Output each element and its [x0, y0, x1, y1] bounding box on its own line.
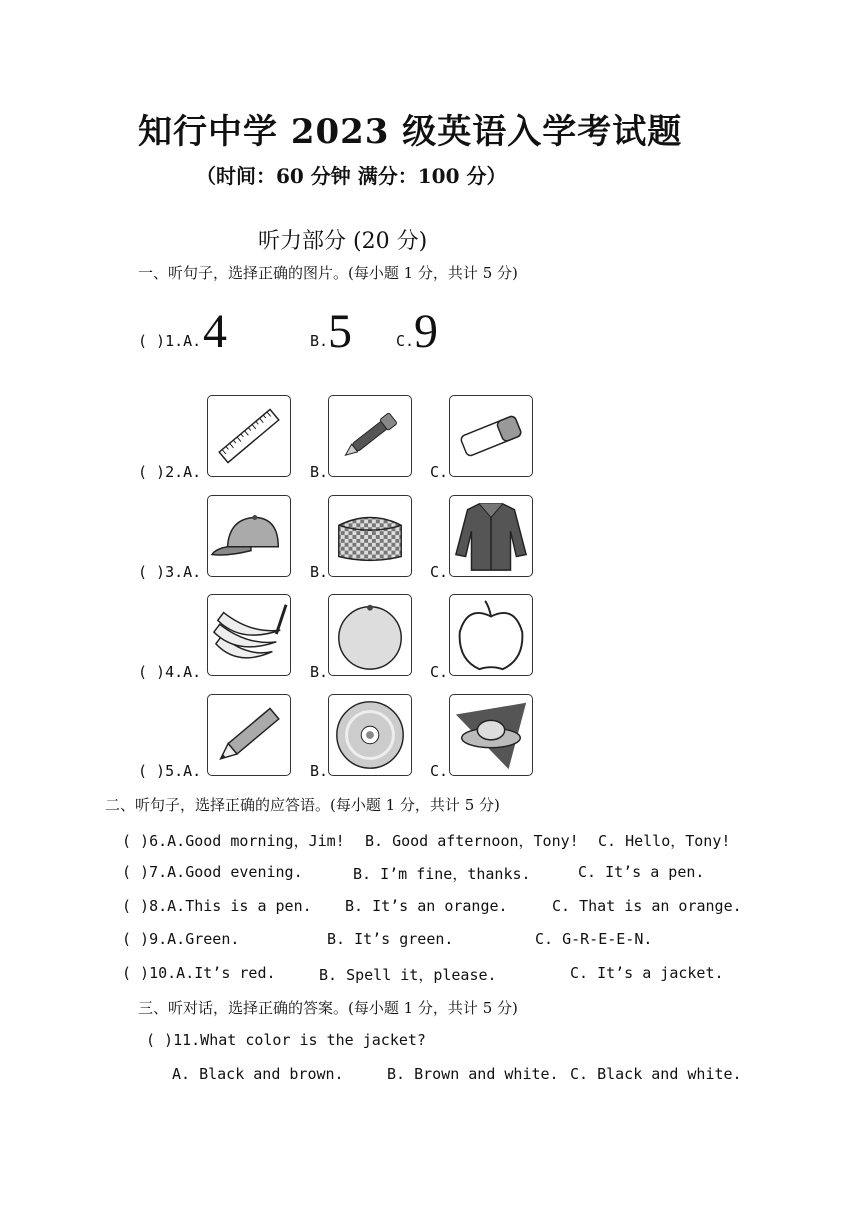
- q10-option-c: C. It’s a jacket.: [570, 964, 724, 982]
- q9-option-c: C. G-R-E-E-N.: [535, 930, 653, 948]
- q1-option-a: 4: [203, 305, 227, 358]
- q8-option-b: B. It’s an orange.: [345, 897, 508, 915]
- q11-option-b: B. Brown and white.: [387, 1065, 559, 1083]
- q4-label: ( )4.A.: [138, 663, 202, 681]
- pencil-case-icon: [328, 495, 412, 577]
- q7-option-a: ( )7.A.Good evening.: [122, 863, 303, 881]
- q1-c-label: C.: [396, 332, 415, 350]
- q11-option-a: A. Black and brown.: [172, 1065, 344, 1083]
- q1-label: ( )1.A.: [138, 332, 202, 350]
- q1-b-label: B.: [310, 332, 329, 350]
- q10-option-a: ( )10.A.It’s red.: [122, 964, 276, 982]
- q2-c-label: C.: [430, 463, 449, 481]
- q5-b-label: B.: [310, 762, 329, 780]
- cd-icon: [328, 694, 412, 776]
- q7-option-b: B. I’m fine，thanks.: [353, 865, 531, 883]
- banana-icon: [207, 594, 291, 676]
- q5-c-label: C.: [430, 762, 449, 780]
- q7-option-c: C. It’s a pen.: [578, 863, 705, 881]
- q9-option-b: B. It’s green.: [327, 930, 454, 948]
- cap-icon: [207, 495, 291, 577]
- q8-option-c: C. That is an orange.: [552, 897, 742, 915]
- q2-label: ( )2.A.: [138, 463, 202, 481]
- part1-instruction: 一、听句子，选择正确的图片。(每小题 1 分，共计 5 分): [138, 264, 518, 282]
- part3-instruction: 三、听对话，选择正确的答案。(每小题 1 分，共计 5 分): [138, 999, 518, 1017]
- q3-c-label: C.: [430, 563, 449, 581]
- listening-heading: 听力部分 (20 分): [258, 229, 428, 254]
- jacket-icon: [449, 495, 533, 577]
- ruler-icon: [207, 395, 291, 477]
- q4-b-label: B.: [310, 663, 329, 681]
- q6-option-b: B. Good afternoon，Tony!: [365, 832, 579, 850]
- pen-icon: [328, 395, 412, 477]
- q9-option-a: ( )9.A.Green.: [122, 930, 240, 948]
- ufo-icon: [449, 694, 533, 776]
- part2-instruction: 二、听句子，选择正确的应答语。(每小题 1 分，共计 5 分): [105, 796, 500, 814]
- q2-b-label: B.: [310, 463, 329, 481]
- q3-b-label: B.: [310, 563, 329, 581]
- q11-question: ( )11.What color is the jacket?: [146, 1031, 426, 1049]
- q11-option-c: C. Black and white.: [570, 1065, 742, 1083]
- q4-c-label: C.: [430, 663, 449, 681]
- q10-option-b: B. Spell it，please.: [319, 966, 497, 984]
- page-title: 知行中学 2023 级英语入学考试题: [138, 112, 683, 152]
- q6-option-c: C. Hello，Tony!: [598, 832, 731, 850]
- pencil-icon: [207, 694, 291, 776]
- q1-option-c: 9: [414, 305, 438, 358]
- q8-option-a: ( )8.A.This is a pen.: [122, 897, 312, 915]
- eraser-icon: [449, 395, 533, 477]
- q3-label: ( )3.A.: [138, 563, 202, 581]
- orange-icon: [328, 594, 412, 676]
- q6-option-a: ( )6.A.Good morning，Jim!: [122, 832, 345, 850]
- q5-label: ( )5.A.: [138, 762, 202, 780]
- q1-option-b: 5: [328, 305, 352, 358]
- apple-icon: [449, 594, 533, 676]
- exam-info: （时间：60 分钟 满分：100 分）: [196, 164, 507, 188]
